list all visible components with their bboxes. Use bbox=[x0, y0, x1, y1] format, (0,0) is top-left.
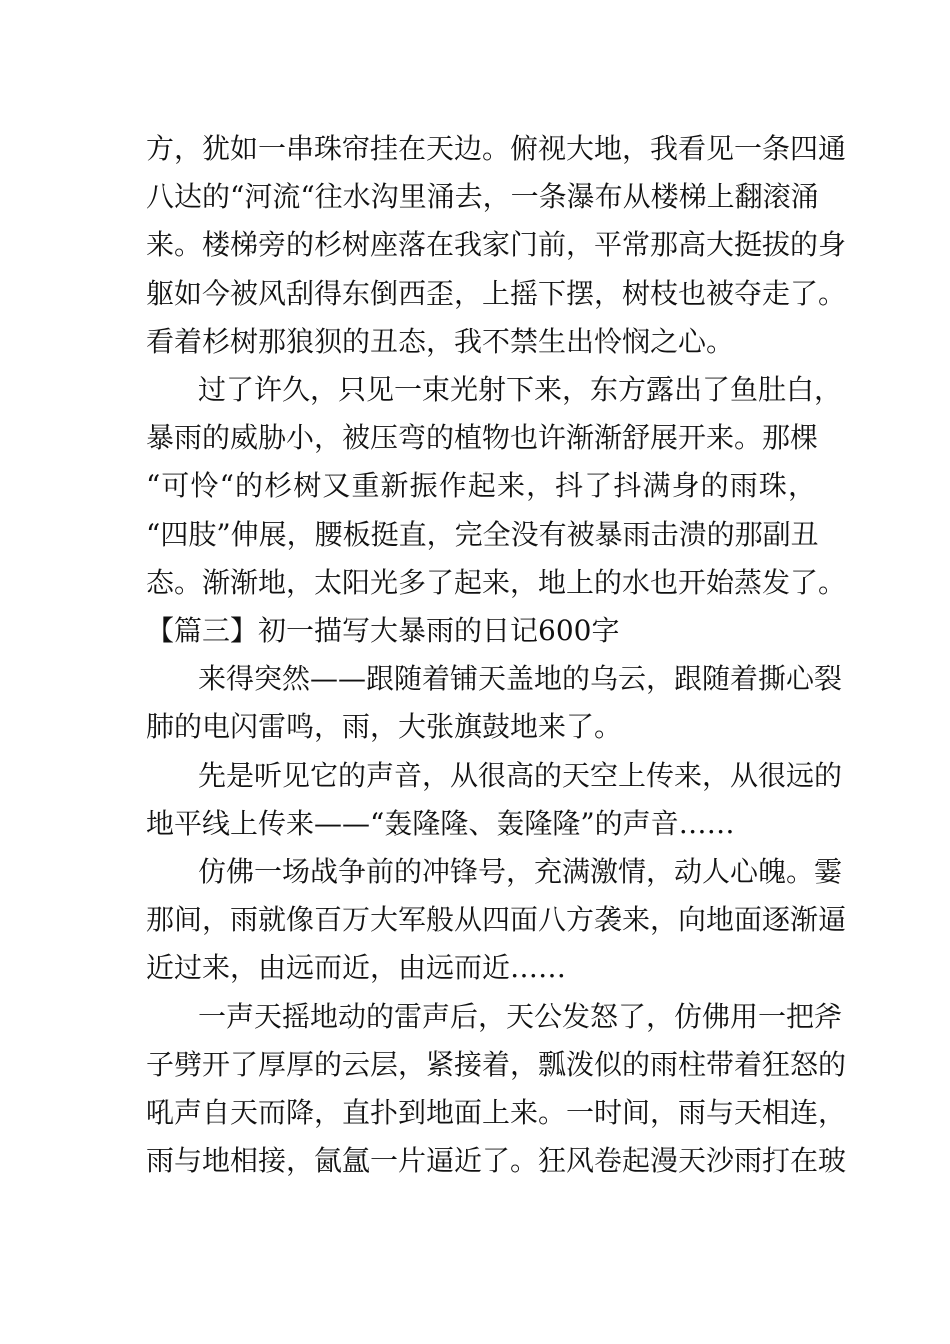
text-line: 先是听见它的声音，从很高的天空上传来，从很远的 bbox=[198, 759, 843, 792]
text-line: 八达的“河流“往水沟里涌去，一条瀑布从楼梯上翻滚涌 bbox=[146, 180, 819, 213]
text-line: 雨与地相接，氤氲一片逼近了。狂风卷起漫天沙雨打在玻 bbox=[146, 1144, 847, 1177]
text-line: 暴雨的威胁小，被压弯的植物也许渐渐舒展开来。那棵 bbox=[146, 421, 819, 454]
text-line: 态。渐渐地，太阳光多了起来，地上的水也开始蒸发了。 bbox=[146, 566, 847, 599]
text-line: 方，犹如一串珠帘挂在天边。俯视大地，我看见一条四通 bbox=[146, 132, 847, 165]
text-line: 躯如今被风刮得东倒西歪，上摇下摆，树枝也被夺走了。 bbox=[146, 277, 847, 310]
text-line: 来得突然——跟随着铺天盖地的乌云，跟随着撕心裂 bbox=[198, 662, 843, 695]
section-heading: 【篇三】初一描写大暴雨的日记600字 bbox=[146, 614, 620, 647]
text-line: 地平线上传来——“轰隆隆、轰隆隆”的声音…… bbox=[146, 807, 735, 840]
text-line: 近过来，由远而近，由远而近…… bbox=[146, 951, 567, 984]
text-line: 肺的电闪雷鸣，雨，大张旗鼓地来了。 bbox=[146, 710, 623, 743]
text-line: 子劈开了厚厚的云层，紧接着，瓢泼似的雨柱带着狂怒的 bbox=[146, 1048, 847, 1081]
text-line: 来。楼梯旁的杉树座落在我家门前，平常那高大挺拔的身 bbox=[146, 228, 847, 261]
text-line: 一声天摇地动的雷声后，天公发怒了，仿佛用一把斧 bbox=[198, 1000, 843, 1033]
text-line: 吼声自天而降，直扑到地面上来。一时间，雨与天相连， bbox=[146, 1096, 847, 1129]
text-line: 看着杉树那狼狈的丑态，我不禁生出怜悯之心。 bbox=[146, 325, 735, 358]
text-line: 过了许久，只见一束光射下来，东方露出了鱼肚白， bbox=[198, 373, 843, 406]
text-line: 那间，雨就像百万大军般从四面八方袭来，向地面逐渐逼 bbox=[146, 903, 847, 936]
text-line: “可怜“的杉树又重新振作起来，抖了抖满身的雨珠， bbox=[146, 469, 816, 502]
text-line: “四肢”伸展，腰板挺直，完全没有被暴雨击溃的那副丑 bbox=[146, 518, 819, 551]
text-line: 仿佛一场战争前的冲锋号，充满激情，动人心魄。霎 bbox=[198, 855, 843, 888]
